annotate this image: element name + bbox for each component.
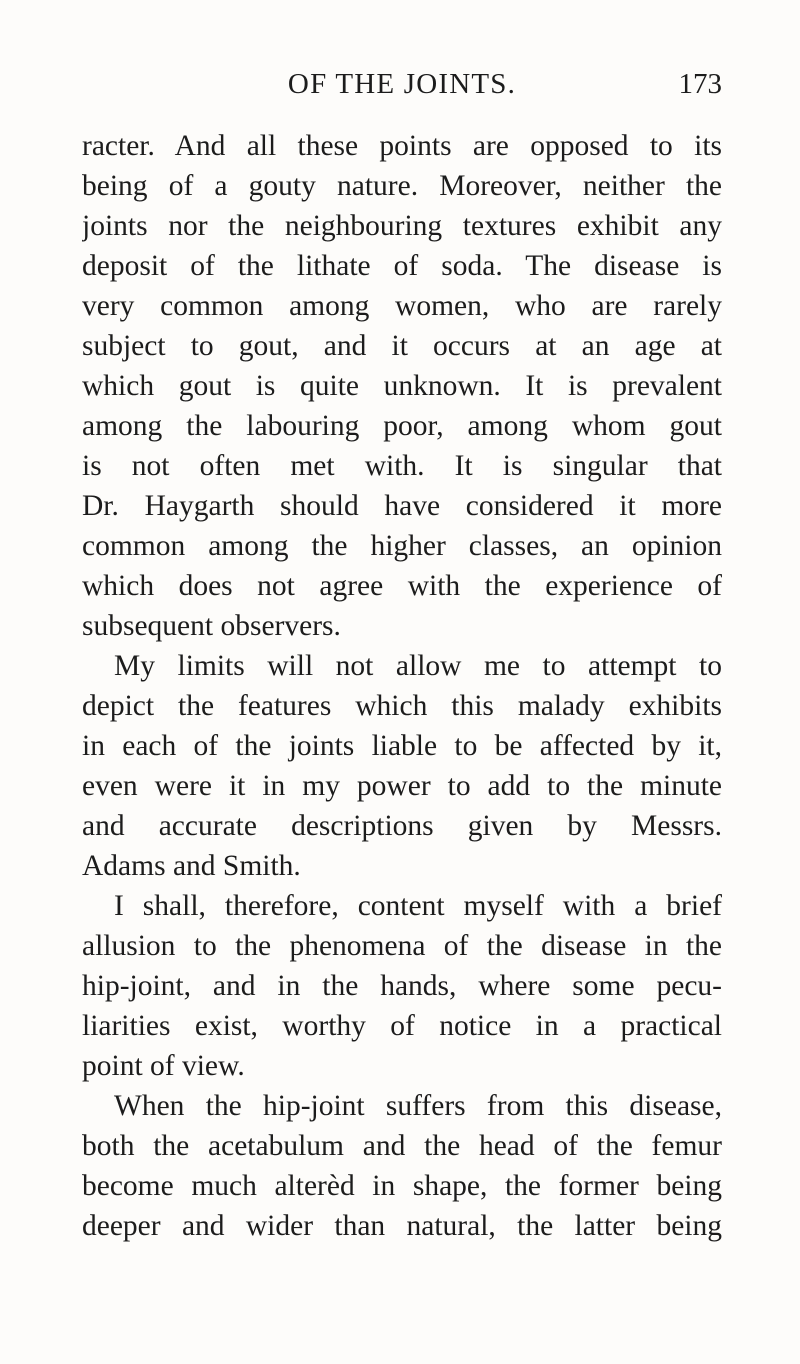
text-line: is not often met with. It is singular that (82, 450, 722, 482)
text-line: very common among women, who are rarely (82, 290, 722, 322)
text-line: My limits will not allow me to attempt to (114, 650, 722, 682)
text-line: When the hip-joint suffers from this disease, (114, 1090, 722, 1122)
text-line: become much alterèd in shape, the former being (82, 1170, 722, 1202)
text-line: in each of the joints liable to be affected by it, (82, 730, 722, 762)
running-title: OF THE JOINTS. (287, 68, 517, 100)
text-line: which does not agree with the experience of (82, 570, 722, 602)
text-line: joints nor the neighbouring textures exhibit any (82, 210, 722, 242)
text-line: Dr. Haygarth should have considered it more (82, 490, 722, 522)
text-line: Adams and Smith. (82, 850, 301, 882)
running-head (82, 58, 722, 106)
text-line: I shall, therefore, content myself with a brief (114, 890, 722, 922)
body-text (82, 126, 722, 1246)
text-line: allusion to the phenomena of the disease in the (82, 930, 722, 962)
text-line: and accurate descriptions given by Messrs. (82, 810, 722, 842)
text-line: point of view. (82, 1050, 245, 1082)
text-line: subsequent observers. (82, 610, 341, 642)
text-line: subject to gout, and it occurs at an age at (82, 330, 722, 362)
text-line: both the acetabulum and the head of the femur (82, 1130, 722, 1162)
text-line: depict the features which this malady exhibits (82, 690, 722, 722)
text-line: liarities exist, worthy of notice in a practical (82, 1010, 722, 1042)
text-line: common among the higher classes, an opinion (82, 530, 722, 562)
text-line: racter. And all these points are opposed to its (82, 130, 722, 162)
page-number: 173 (678, 68, 722, 100)
text-line: among the labouring poor, among whom gout (82, 410, 722, 442)
text-line: hip-joint, and in the hands, where some pecu- (82, 970, 722, 1002)
text-line: being of a gouty nature. Moreover, neither the (82, 170, 722, 202)
text-line: deeper and wider than natural, the latter being (82, 1210, 722, 1242)
text-line: even were it in my power to add to the minute (82, 770, 722, 802)
text-line: deposit of the lithate of soda. The disease is (82, 250, 722, 282)
text-line: which gout is quite unknown. It is prevalent (82, 370, 722, 402)
